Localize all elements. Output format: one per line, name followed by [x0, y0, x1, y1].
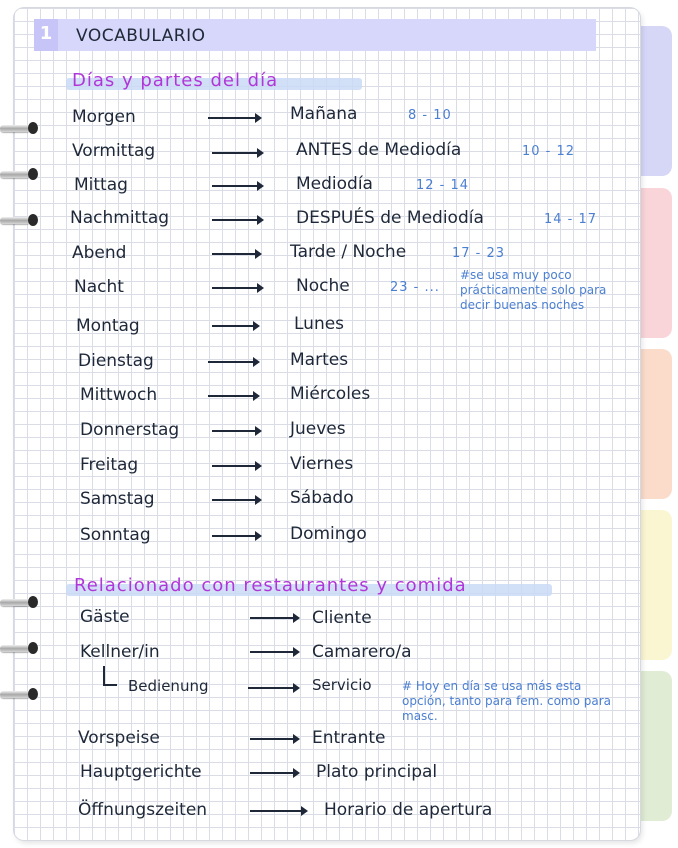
word-de: Freitag: [80, 455, 139, 475]
arrow-icon: [212, 535, 260, 537]
section-title-restaurantes: Relacionado con restaurantes y comida: [74, 575, 467, 596]
binder-ring: [0, 214, 38, 226]
word-de: Vormittag: [72, 141, 156, 161]
arrow-icon: [208, 361, 258, 363]
arrow-icon: [250, 738, 298, 740]
annotation-note: #se usa muy poco prácticamente solo para decir buenas noches: [460, 268, 607, 312]
word-es: Entrante: [312, 728, 386, 748]
binder-ring: [0, 168, 38, 180]
word-es: Martes: [290, 350, 349, 370]
word-es: Viernes: [290, 454, 354, 474]
binder-ring: [0, 596, 38, 608]
page-header: [34, 19, 596, 51]
sub-item-arrow-icon: [103, 666, 117, 686]
word-de: Sonntag: [80, 525, 151, 545]
word-es: Plato principal: [316, 762, 438, 782]
time-range: 17 - 23: [452, 246, 506, 261]
word-es: Servicio: [312, 676, 372, 694]
word-es: Jueves: [290, 419, 346, 439]
word-de: Bedienung: [128, 677, 209, 695]
arrow-icon: [212, 430, 260, 432]
word-es: Miércoles: [290, 384, 371, 404]
word-es: Mañana: [290, 104, 358, 124]
arrow-icon: [212, 325, 258, 327]
tab-yellow[interactable]: [638, 510, 672, 660]
word-es: ANTES de Mediodía: [296, 140, 462, 160]
time-range: 14 - 17: [544, 212, 598, 227]
time-range: 10 - 12: [522, 144, 576, 159]
word-es: Noche: [296, 276, 350, 296]
arrow-icon: [212, 499, 260, 501]
word-de: Donnerstag: [80, 420, 180, 440]
arrow-icon: [212, 185, 262, 187]
arrow-icon: [212, 152, 262, 154]
word-de: Hauptgerichte: [80, 762, 202, 782]
chapter-number: 1: [34, 19, 58, 51]
time-range: 12 - 14: [416, 178, 470, 193]
word-es: Tarde / Noche: [290, 242, 407, 262]
word-de: Gäste: [80, 607, 130, 627]
word-de: Nacht: [74, 277, 124, 297]
binder-ring: [0, 122, 38, 134]
word-es: Horario de apertura: [324, 800, 493, 820]
word-de: Dienstag: [78, 351, 154, 371]
tab-peach[interactable]: [638, 349, 672, 499]
word-de: Vorspeise: [78, 728, 160, 748]
arrow-icon: [250, 651, 298, 653]
word-de: Morgen: [72, 107, 136, 127]
word-es: Cliente: [312, 608, 372, 628]
arrow-icon: [250, 772, 298, 774]
arrow-icon: [212, 287, 262, 289]
word-de: Samstag: [80, 489, 155, 509]
word-es: Lunes: [294, 314, 345, 334]
word-es: Domingo: [290, 524, 367, 544]
word-de: Kellner/in: [80, 642, 160, 662]
tab-green[interactable]: [638, 671, 672, 821]
arrow-icon: [212, 465, 260, 467]
tab-pink[interactable]: [638, 188, 672, 338]
word-de: Montag: [76, 316, 140, 336]
word-es: Sábado: [290, 488, 354, 508]
arrow-icon: [250, 617, 298, 619]
time-range: 8 - 10: [408, 108, 452, 123]
time-range: 23 - ...: [390, 280, 440, 295]
page-title: VOCABULARIO: [76, 26, 206, 46]
word-es: Camarero/a: [312, 642, 412, 662]
arrow-icon: [208, 117, 260, 119]
section-title-dias: Días y partes del día: [72, 70, 279, 91]
tab-purple[interactable]: [638, 26, 672, 176]
word-de: Mittwoch: [80, 385, 158, 405]
arrow-icon: [208, 395, 258, 397]
word-es: Mediodía: [296, 174, 373, 194]
word-de: Öffnungszeiten: [78, 800, 208, 820]
word-es: DESPUÉS de Mediodía: [296, 208, 484, 228]
word-de: Abend: [72, 243, 127, 263]
word-de: Mittag: [74, 175, 128, 195]
arrow-icon: [212, 219, 262, 221]
arrow-icon: [248, 687, 298, 689]
arrow-icon: [212, 253, 260, 255]
word-de: Nachmittag: [70, 208, 170, 228]
arrow-icon: [250, 810, 306, 812]
binder-ring: [0, 642, 38, 654]
annotation-note: # Hoy en día se usa más esta opción, tanto para fem. como para masc.: [402, 679, 612, 723]
binder-ring: [0, 688, 38, 700]
